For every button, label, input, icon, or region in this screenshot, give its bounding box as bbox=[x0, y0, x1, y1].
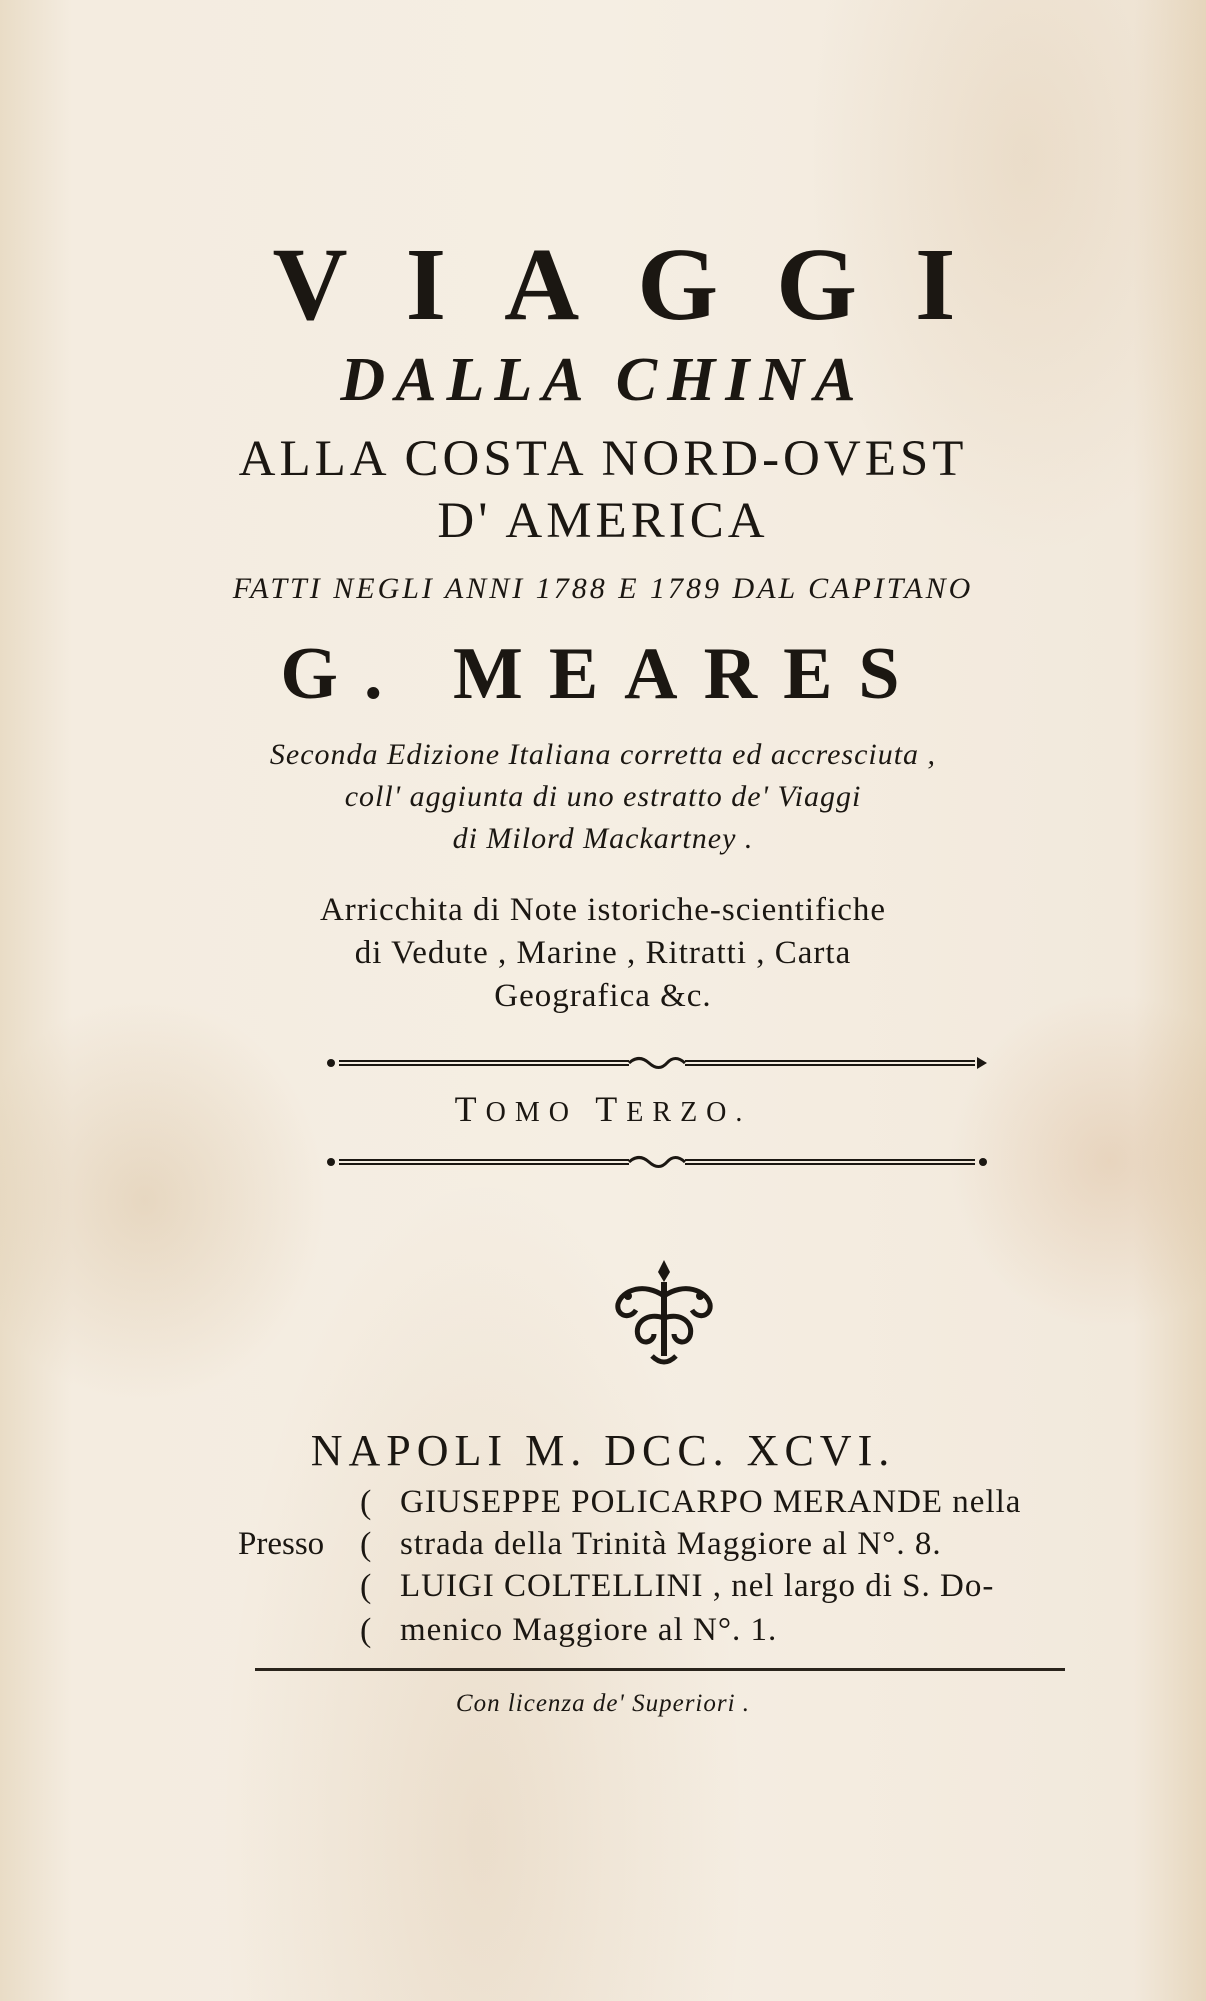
paren-2: ( bbox=[360, 1526, 372, 1563]
edition-line-1: Seconda Edizione Italiana corretta ed accresciuta , bbox=[269, 738, 937, 771]
publisher-line-3: LUIGI COLTELLINI , nel largo di S. Do- bbox=[400, 1568, 995, 1604]
paren-4: ( bbox=[360, 1612, 372, 1649]
volume-word1-initial: T bbox=[454, 1089, 486, 1129]
publisher-line-2: strada della Trinità Maggiore al N°. 8. bbox=[400, 1526, 942, 1562]
publisher-line-1: GIUSEPPE POLICARPO MERANDE nella bbox=[400, 1484, 1022, 1520]
imprint-place-date: NAPOLI M. DCC. XCVI. bbox=[310, 1426, 896, 1475]
author-name: G. MEARES bbox=[280, 633, 926, 715]
destination-line-2: D' AMERICA bbox=[437, 493, 769, 549]
volume-word1-rest: OMO bbox=[485, 1097, 578, 1128]
volume-word2-rest: ERZO. bbox=[626, 1097, 752, 1128]
enrichment-line-1: Arricchita di Note istoriche-scientifiche bbox=[319, 892, 887, 928]
publisher-line-4: menico Maggiore al N°. 1. bbox=[400, 1612, 778, 1648]
voyage-years-line: FATTI NEGLI ANNI 1788 E 1789 DAL CAPITANO bbox=[232, 572, 974, 605]
fleuron-ornament-icon bbox=[604, 1256, 724, 1368]
paren-1: ( bbox=[360, 1484, 372, 1521]
paren-3: ( bbox=[360, 1568, 372, 1605]
destination-line-1: ALLA COSTA NORD-OVEST bbox=[238, 431, 968, 487]
ornamental-rule-bottom bbox=[325, 1153, 990, 1171]
edition-line-3: di Milord Mackartney . bbox=[452, 822, 754, 855]
presso-label: Presso bbox=[238, 1526, 325, 1562]
enrichment-line-2: di Vedute , Marine , Ritratti , Carta bbox=[354, 935, 852, 971]
enrichment-line-3: Geografica &c. bbox=[494, 978, 712, 1014]
ornamental-rule-top bbox=[325, 1054, 990, 1072]
edition-line-2: coll' aggiunta di uno estratto de' Viaggi bbox=[344, 780, 862, 813]
imprint-rule bbox=[255, 1668, 1065, 1671]
licence-note: Con licenza de' Superiori . bbox=[455, 1690, 751, 1717]
book-title: VIAGGI bbox=[272, 227, 1014, 342]
book-subtitle: DALLA CHINA bbox=[340, 346, 866, 414]
volume-label bbox=[0, 1088, 1206, 1130]
volume-word2-initial: T bbox=[595, 1089, 627, 1129]
